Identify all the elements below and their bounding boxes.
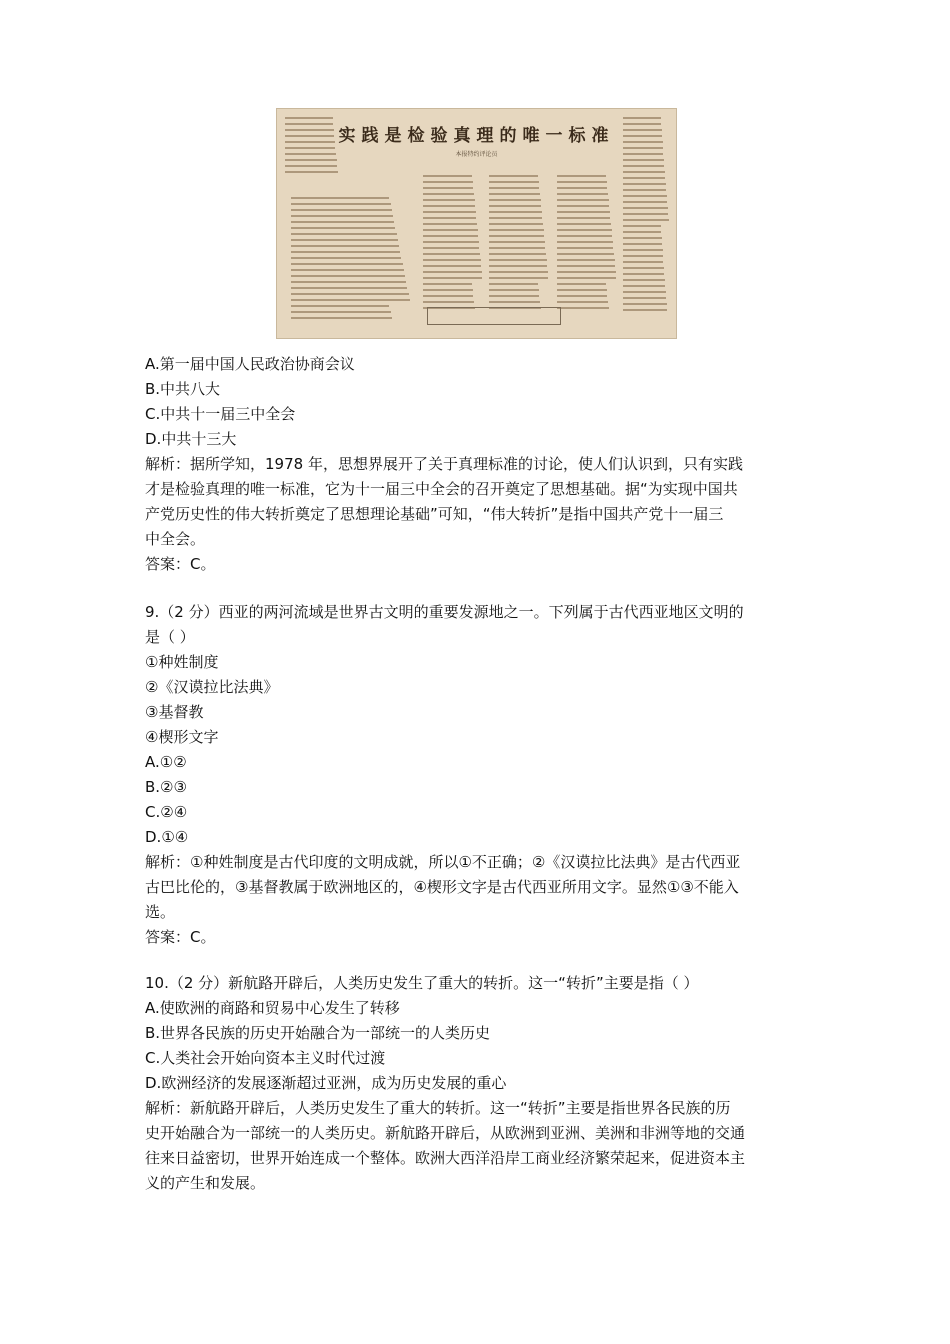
newspaper-text-line xyxy=(623,195,667,197)
newspaper-text-line xyxy=(291,299,410,301)
newspaper-text-line xyxy=(623,273,664,275)
newspaper-text-line xyxy=(623,135,662,137)
question-10 xyxy=(145,971,825,1196)
newspaper-text-line xyxy=(623,249,663,251)
newspaper-text-line xyxy=(557,283,606,285)
newspaper-text-line xyxy=(557,193,608,195)
newspaper-text-line xyxy=(489,235,544,237)
newspaper-text-line xyxy=(291,245,399,247)
newspaper-text-line xyxy=(489,241,545,243)
newspaper-text-line xyxy=(291,197,389,199)
newspaper-text-line xyxy=(291,239,398,241)
newspaper-text-line xyxy=(557,223,611,225)
newspaper-text-line xyxy=(623,213,668,215)
newspaper-column xyxy=(557,175,617,313)
newspaper-text-line xyxy=(423,205,475,207)
newspaper-column xyxy=(423,175,483,313)
newspaper-image xyxy=(276,108,677,339)
newspaper-text-line xyxy=(291,311,391,313)
newspaper-text-line xyxy=(623,129,662,131)
newspaper-text-line xyxy=(623,243,662,245)
newspaper-text-line xyxy=(557,187,607,189)
newspaper-text-line xyxy=(291,221,394,223)
newspaper-text-line xyxy=(623,309,667,311)
newspaper-text-line xyxy=(291,305,389,307)
newspaper-text-line xyxy=(557,181,607,183)
question-stem: 是（ ） xyxy=(145,628,195,646)
newspaper-text-line xyxy=(423,187,473,189)
option-a: A.第一届中国人民政治协商会议 xyxy=(145,355,355,373)
newspaper-column xyxy=(291,197,411,323)
newspaper-text-line xyxy=(623,207,668,209)
newspaper-text-line xyxy=(623,255,663,257)
newspaper-text-line xyxy=(285,147,335,149)
newspaper-text-line xyxy=(423,265,481,267)
newspaper-text-line xyxy=(623,225,661,227)
newspaper-text-line xyxy=(291,233,397,235)
newspaper-text-line xyxy=(423,277,482,279)
newspaper-text-line xyxy=(623,183,666,185)
newspaper-text-line xyxy=(489,211,542,213)
newspaper-text-line xyxy=(623,291,666,293)
newspaper-text-line xyxy=(489,283,538,285)
newspaper-text-line xyxy=(557,229,612,231)
newspaper-text-line xyxy=(291,317,392,319)
newspaper-text-line xyxy=(423,259,481,261)
option-c: C.中共十一届三中全会 xyxy=(145,405,296,423)
option-d: D.中共十三大 xyxy=(145,430,237,448)
newspaper-text-line xyxy=(623,303,667,305)
newspaper-text-line xyxy=(557,235,612,237)
newspaper-text-line xyxy=(557,289,607,291)
newspaper-text-line xyxy=(423,289,473,291)
newspaper-byline: 本报特约评论员 xyxy=(455,151,498,158)
newspaper-text-line xyxy=(623,231,661,233)
newspaper-text-line xyxy=(623,177,665,179)
newspaper-pullquote-box xyxy=(427,307,561,325)
analysis-line: 解析：①种姓制度是古代印度的文明成就，所以①不正确；②《汉谟拉比法典》是古代西亚 xyxy=(145,853,741,871)
newspaper-text-line xyxy=(623,147,663,149)
newspaper-text-line xyxy=(489,205,541,207)
analysis-line: 解析：据所学知，1978 年，思想界展开了关于真理标准的讨论，使人们认识到，只有实践 xyxy=(145,455,743,473)
newspaper-text-line xyxy=(423,217,476,219)
newspaper-text-line xyxy=(489,301,540,303)
newspaper-text-line xyxy=(285,129,334,131)
newspaper-text-line xyxy=(557,217,610,219)
question-stem: 9.（2 分）西亚的两河流域是世界古文明的重要发源地之一。下列属于古代西亚地区文明的 xyxy=(145,603,744,621)
newspaper-text-line xyxy=(489,271,548,273)
newspaper-text-line xyxy=(557,205,609,207)
newspaper-text-line xyxy=(623,165,664,167)
newspaper-text-line xyxy=(285,171,338,173)
newspaper-text-line xyxy=(489,265,547,267)
newspaper-text-line xyxy=(623,201,667,203)
newspaper-text-line xyxy=(423,301,474,303)
newspaper-text-line xyxy=(423,247,479,249)
newspaper-text-line xyxy=(423,223,477,225)
newspaper-text-line xyxy=(291,263,403,265)
newspaper-column xyxy=(489,175,549,313)
newspaper-text-line xyxy=(623,261,663,263)
newspaper-text-line xyxy=(291,227,395,229)
newspaper-text-line xyxy=(291,281,406,283)
option-c: C.人类社会开始向资本主义时代过渡 xyxy=(145,1049,386,1067)
newspaper-text-line xyxy=(489,199,541,201)
newspaper-text-line xyxy=(285,153,336,155)
newspaper-text-line xyxy=(285,141,335,143)
option-c: C.②④ xyxy=(145,803,188,821)
option-a: A.使欧洲的商路和贸易中心发生了转移 xyxy=(145,999,400,1017)
analysis-line: 选。 xyxy=(145,903,176,921)
newspaper-text-line xyxy=(489,193,540,195)
analysis-line: 往来日益密切，世界开始连成一个整体。欧洲大西洋沿岸工商业经济繁荣起来，促进资本主 xyxy=(145,1149,746,1167)
statement-item: ①种姓制度 xyxy=(145,653,219,671)
newspaper-text-line xyxy=(423,229,478,231)
newspaper-text-line xyxy=(291,293,409,295)
newspaper-text-line xyxy=(423,241,479,243)
newspaper-text-line xyxy=(423,211,476,213)
newspaper-text-line xyxy=(489,289,539,291)
newspaper-text-line xyxy=(623,279,665,281)
newspaper-text-line xyxy=(623,159,664,161)
newspaper-text-line xyxy=(285,117,333,119)
newspaper-text-line xyxy=(557,271,616,273)
option-b: B.中共八大 xyxy=(145,380,221,398)
question-stem: 10.（2 分）新航路开辟后，人类历史发生了重大的转折。这一“转折”主要是指（ ） xyxy=(145,974,699,992)
newspaper-text-line xyxy=(291,275,405,277)
newspaper-text-line xyxy=(623,219,669,221)
newspaper-text-line xyxy=(557,259,615,261)
newspaper-headline: 实践是检验真理的唯一标准 xyxy=(338,126,615,146)
newspaper-text-line xyxy=(291,251,400,253)
answer: 答案：C。 xyxy=(145,928,216,946)
statement-item: ②《汉谟拉比法典》 xyxy=(145,678,279,696)
newspaper-text-line xyxy=(423,283,472,285)
newspaper-text-line xyxy=(423,181,473,183)
newspaper-text-line xyxy=(423,271,482,273)
newspaper-text-line xyxy=(623,117,661,119)
option-d: D.欧洲经济的发展逐渐超过亚洲，成为历史发展的重心 xyxy=(145,1074,507,1092)
newspaper-text-line xyxy=(285,165,337,167)
newspaper-text-line xyxy=(557,199,609,201)
newspaper-text-line xyxy=(291,257,401,259)
question-8 xyxy=(145,352,825,577)
newspaper-text-line xyxy=(291,209,392,211)
analysis-line: 史开始融合为一部统一的人类历史。新航路开辟后，从欧洲到亚洲、美洲和非洲等地的交通 xyxy=(145,1124,746,1142)
newspaper-text-line xyxy=(489,223,543,225)
newspaper-text-line xyxy=(489,295,539,297)
newspaper-text-line xyxy=(423,199,475,201)
newspaper-text-line xyxy=(489,187,539,189)
newspaper-text-line xyxy=(489,229,544,231)
newspaper-text-line xyxy=(285,123,333,125)
newspaper-text-line xyxy=(557,295,607,297)
newspaper-text-line xyxy=(623,141,663,143)
newspaper-text-line xyxy=(291,215,393,217)
newspaper-text-line xyxy=(623,297,666,299)
newspaper-text-line xyxy=(557,301,608,303)
newspaper-text-line xyxy=(291,287,407,289)
analysis-line: 才是检验真理的唯一标准，它为十一届三中全会的召开奠定了思想基础。据“为实现中国共 xyxy=(145,480,738,498)
option-d: D.①④ xyxy=(145,828,189,846)
newspaper-text-line xyxy=(489,175,538,177)
newspaper-text-line xyxy=(623,153,663,155)
newspaper-text-line xyxy=(423,235,478,237)
newspaper-text-line xyxy=(557,241,613,243)
newspaper-text-line xyxy=(623,237,662,239)
newspaper-text-line xyxy=(423,295,473,297)
newspaper-text-line xyxy=(623,267,664,269)
analysis-line: 义的产生和发展。 xyxy=(145,1174,266,1192)
analysis-line: 中全会。 xyxy=(145,530,206,548)
newspaper-text-line xyxy=(489,253,546,255)
newspaper-text-line xyxy=(557,253,614,255)
newspaper-text-line xyxy=(423,193,474,195)
option-a: A.①② xyxy=(145,753,187,771)
newspaper-text-line xyxy=(557,277,616,279)
newspaper-text-line xyxy=(557,307,609,309)
newspaper-text-line xyxy=(623,171,665,173)
newspaper-text-line xyxy=(557,211,610,213)
option-b: B.②③ xyxy=(145,778,187,796)
analysis-line: 解析：新航路开辟后，人类历史发生了重大的转折。这一“转折”主要是指世界各民族的历 xyxy=(145,1099,731,1117)
answer: 答案：C。 xyxy=(145,555,216,573)
newspaper-text-line xyxy=(423,175,472,177)
statement-item: ④楔形文字 xyxy=(145,728,219,746)
newspaper-text-line xyxy=(489,259,547,261)
newspaper-text-line xyxy=(623,123,661,125)
newspaper-column xyxy=(623,117,669,315)
newspaper-text-line xyxy=(423,253,480,255)
newspaper-text-line xyxy=(623,285,665,287)
statement-item: ③基督教 xyxy=(145,703,204,721)
analysis-line: 产党历史性的伟大转折奠定了思想理论基础”可知，“伟大转折”是指中国共产党十一届三 xyxy=(145,505,724,523)
newspaper-text-line xyxy=(285,159,337,161)
newspaper-text-line xyxy=(489,247,545,249)
newspaper-text-line xyxy=(489,277,548,279)
newspaper-text-line xyxy=(291,269,404,271)
newspaper-text-line xyxy=(489,217,542,219)
newspaper-text-line xyxy=(623,189,666,191)
question-9 xyxy=(145,600,825,950)
newspaper-text-line xyxy=(557,265,615,267)
newspaper-text-line xyxy=(291,203,391,205)
analysis-line: 古巴比伦的，③基督教属于欧洲地区的，④楔形文字是古代西亚所用文字。显然①③不能入 xyxy=(145,878,739,896)
newspaper-text-line xyxy=(285,135,334,137)
newspaper-text-line xyxy=(557,247,613,249)
newspaper-column xyxy=(285,117,343,177)
newspaper-text-line xyxy=(489,181,539,183)
newspaper-text-line xyxy=(557,175,606,177)
option-b: B.世界各民族的历史开始融合为一部统一的人类历史 xyxy=(145,1024,491,1042)
